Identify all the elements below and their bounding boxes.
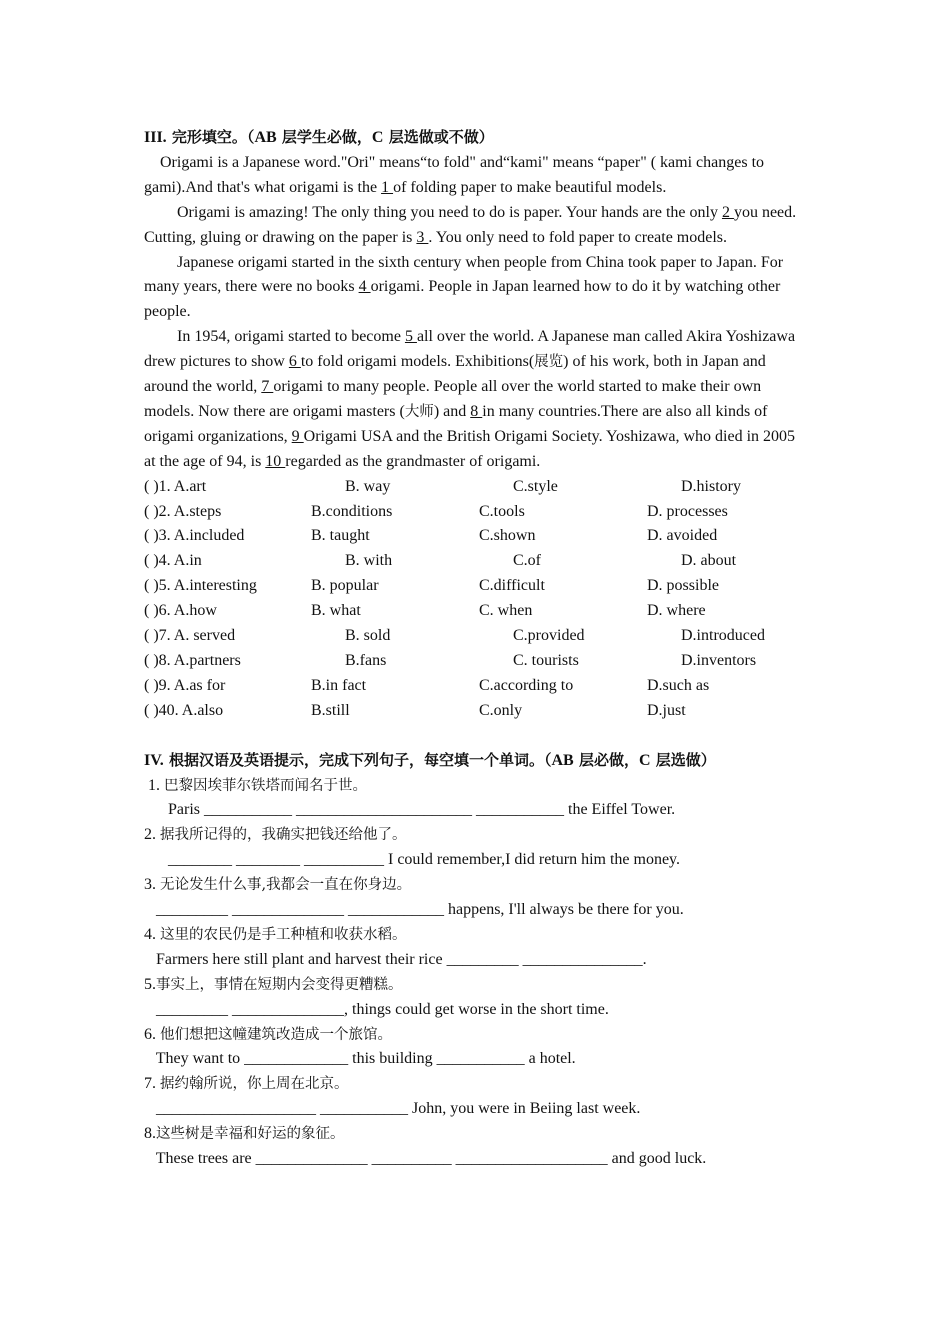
- section-spacer: [144, 724, 809, 748]
- option-a: ( )4. A.in: [144, 552, 202, 570]
- para4-cn-masters: 大师: [404, 403, 434, 420]
- item-cn-line: [144, 973, 809, 998]
- option-a: ( )6. A.how: [144, 602, 217, 620]
- section4-c: C: [638, 751, 651, 769]
- item-english-line: Farmers here still plant and harvest their rice _________ _______________.: [144, 950, 647, 968]
- item-number: 8.: [144, 1125, 156, 1143]
- question-row: [144, 549, 809, 574]
- option-c: C.provided: [513, 627, 585, 645]
- question-row: [144, 699, 809, 724]
- para1-text-b: of folding paper to make beautiful models.: [393, 178, 667, 196]
- para3-text-b: origami. People in Japan learned how to do it by watching other people.: [144, 278, 781, 321]
- section4-mid: 层必做，: [578, 750, 639, 769]
- option-b: B.still: [311, 701, 350, 719]
- item-number: 7.: [144, 1075, 160, 1093]
- item-chinese: 据我所记得的，我确实把钱还给他了。: [160, 827, 407, 844]
- para4-text-d: ) of his work, both in Japan and around the world,: [144, 353, 766, 396]
- para4-text-a: In 1954, origami started to become: [177, 328, 405, 346]
- option-b: B.conditions: [311, 502, 393, 520]
- option-c: C.of: [513, 552, 541, 570]
- para4-text-g: in many countries.There are also all kinds of origami organizations,: [144, 402, 768, 445]
- section4-heading: [144, 748, 809, 774]
- option-d: D.inventors: [681, 651, 757, 669]
- option-c: C. when: [479, 602, 533, 620]
- blank-4: 4: [358, 278, 371, 296]
- question-options: [144, 475, 809, 724]
- translation-items: [144, 774, 809, 1173]
- item-number: 6.: [144, 1025, 160, 1043]
- item-english-line: ____________________ ___________ John, you were in Beiing last week.: [144, 1100, 641, 1118]
- item-number: 3.: [144, 876, 160, 894]
- section3-mid: 层学生必做，: [281, 128, 372, 146]
- item-cn-line: [144, 1122, 809, 1147]
- option-b: B. popular: [311, 577, 379, 595]
- option-a: ( )1. A.art: [144, 477, 207, 495]
- item-english-line: Paris ___________ ______________________ ___________ the Eiffel Tower.: [144, 801, 676, 819]
- option-d: D. where: [647, 602, 706, 620]
- item-cn-line: [144, 1023, 809, 1048]
- para3-text-a: Japanese origami started in the sixth century when people from China took paper to Japan. For many years, there were no books: [144, 253, 784, 296]
- option-a: ( )8. A.partners: [144, 651, 241, 669]
- passage-paragraph-1: [144, 151, 809, 201]
- item-cn-line: [144, 1072, 809, 1097]
- section3-ab: AB: [254, 129, 277, 146]
- item-chinese: 据约翰所说，你上周在北京。: [160, 1076, 349, 1093]
- blank-3: 3: [416, 228, 429, 246]
- option-b: B.in fact: [311, 676, 367, 694]
- item-cn-line: [144, 823, 809, 848]
- option-b: B. sold: [345, 627, 391, 645]
- option-c: C.according to: [479, 676, 574, 694]
- option-d: D. about: [681, 552, 737, 570]
- blank-6: 6: [288, 353, 301, 371]
- item-english-line: _________ ______________, things could get worse in the short time.: [144, 1000, 609, 1018]
- option-a: ( )9. A.as for: [144, 676, 226, 694]
- para4-text-e: origami to many people. People all over the world started to make their own models. Now there are origami masters (: [144, 378, 762, 420]
- question-row: [144, 649, 809, 674]
- item-chinese: 无论发生什么事,我都会一直在你身边。: [160, 877, 412, 894]
- option-d: D.introduced: [681, 627, 765, 645]
- section3-roman: III.: [144, 129, 167, 146]
- item-chinese: 巴黎因埃菲尔铁塔而闻名于世。: [164, 777, 367, 794]
- item-english-line: _________ ______________ ____________ happens, I'll always be there for you.: [144, 901, 684, 919]
- para2-text-c: . You only need to fold paper to create models.: [428, 228, 728, 246]
- blank-9: 9: [291, 427, 304, 445]
- item-english-line: They want to _____________ this building ___________ a hotel.: [144, 1050, 576, 1068]
- item-chinese: 事实上，事情在短期内会变得更糟糕。: [156, 976, 403, 993]
- question-row: [144, 599, 809, 624]
- option-c: C.difficult: [479, 577, 545, 595]
- para4-text-f: ) and: [433, 402, 471, 420]
- question-row: [144, 524, 809, 549]
- blank-10: 10: [265, 452, 286, 470]
- para4-text-h: Origami USA and the British Origami Society. Yoshizawa, who died in 2005 at the age of 94, is: [144, 427, 796, 470]
- blank-8: 8: [470, 402, 483, 420]
- section4-title: 根据汉语及英语提示，完成下列句子，每空填一个单词。（: [168, 750, 552, 769]
- option-b: B. with: [345, 552, 393, 570]
- option-c: C.shown: [479, 527, 536, 545]
- option-d: D.just: [647, 701, 686, 719]
- question-row: [144, 475, 809, 500]
- option-a: ( )3. A.included: [144, 527, 245, 545]
- option-a: ( )7. A. served: [144, 627, 236, 645]
- section4-ab: AB: [551, 751, 574, 769]
- option-a: ( )2. A.steps: [144, 502, 222, 520]
- item-cn-line: [144, 923, 809, 948]
- option-a: ( )40. A.also: [144, 701, 224, 719]
- section4-roman: IV.: [144, 751, 164, 769]
- option-c: C.tools: [479, 502, 525, 520]
- option-c: C.style: [513, 477, 558, 495]
- option-b: B. way: [345, 477, 391, 495]
- para4-text-c: to fold origami models. Exhibitions(: [300, 353, 535, 371]
- option-c: C. tourists: [513, 651, 579, 669]
- item-cn-line: [144, 774, 809, 799]
- blank-2: 2: [721, 203, 734, 221]
- blank-7: 7: [261, 378, 274, 396]
- para2-text-a: Origami is amazing! The only thing you need to do is paper. Your hands are the only: [177, 203, 722, 221]
- section4-end: 层选做）: [655, 750, 716, 769]
- item-number: 4.: [144, 925, 160, 943]
- section3-heading: [144, 125, 809, 151]
- blank-1: 1: [381, 178, 394, 196]
- para4-text-i: regarded as the grandmaster of origami.: [285, 452, 541, 470]
- option-c: C.only: [479, 701, 523, 719]
- section3-end: 层选做或不做）: [388, 128, 494, 146]
- question-row: [144, 574, 809, 599]
- item-number: 5.: [144, 975, 156, 993]
- option-d: D. processes: [647, 502, 728, 520]
- item-chinese: 他们想把这幢建筑改造成一个旅馆。: [160, 1026, 392, 1043]
- section3-title: 完形填空。（: [171, 128, 255, 146]
- option-b: B.fans: [345, 651, 387, 669]
- item-english-line: These trees are ______________ __________ ___________________ and good luck.: [144, 1150, 707, 1168]
- para4-cn-exhibitions: 展览: [534, 354, 564, 371]
- item-cn-line: [144, 873, 809, 898]
- option-b: B. what: [311, 602, 361, 620]
- question-row: [144, 674, 809, 699]
- question-row: [144, 500, 809, 525]
- option-d: D.such as: [647, 676, 710, 694]
- worksheet-page: [144, 125, 809, 1172]
- para4-text-b: all over the world. A Japanese man called Akira Yoshizawa drew pictures to show: [144, 328, 796, 371]
- para2-text-b: you need. Cutting, gluing or drawing on the paper is: [144, 203, 797, 246]
- item-chinese: 这里的农民仍是手工种植和收获水稻。: [160, 926, 407, 943]
- option-d: D.history: [681, 477, 741, 495]
- question-row: [144, 624, 809, 649]
- option-a: ( )5. A.interesting: [144, 577, 257, 595]
- item-english-line: ________ ________ __________ I could remember,I did return him the money.: [144, 851, 681, 869]
- section3-c: C: [371, 129, 384, 146]
- option-d: D. avoided: [647, 527, 718, 545]
- item-number: 2.: [144, 826, 160, 844]
- item-chinese: 这些树是幸福和好运的象征。: [156, 1126, 345, 1143]
- para1-text-a: Origami is a Japanese word."Ori" means“to fold" and“kami" means “paper" ( kami changes to gami).And that's what origami is the: [144, 153, 765, 196]
- option-d: D. possible: [647, 577, 719, 595]
- passage-paragraph-3: [144, 251, 809, 326]
- passage-paragraph-4: [144, 325, 809, 474]
- option-b: B. taught: [311, 527, 370, 545]
- item-number: 1.: [144, 776, 164, 794]
- blank-5: 5: [404, 328, 417, 346]
- passage-paragraph-2: [144, 201, 809, 251]
